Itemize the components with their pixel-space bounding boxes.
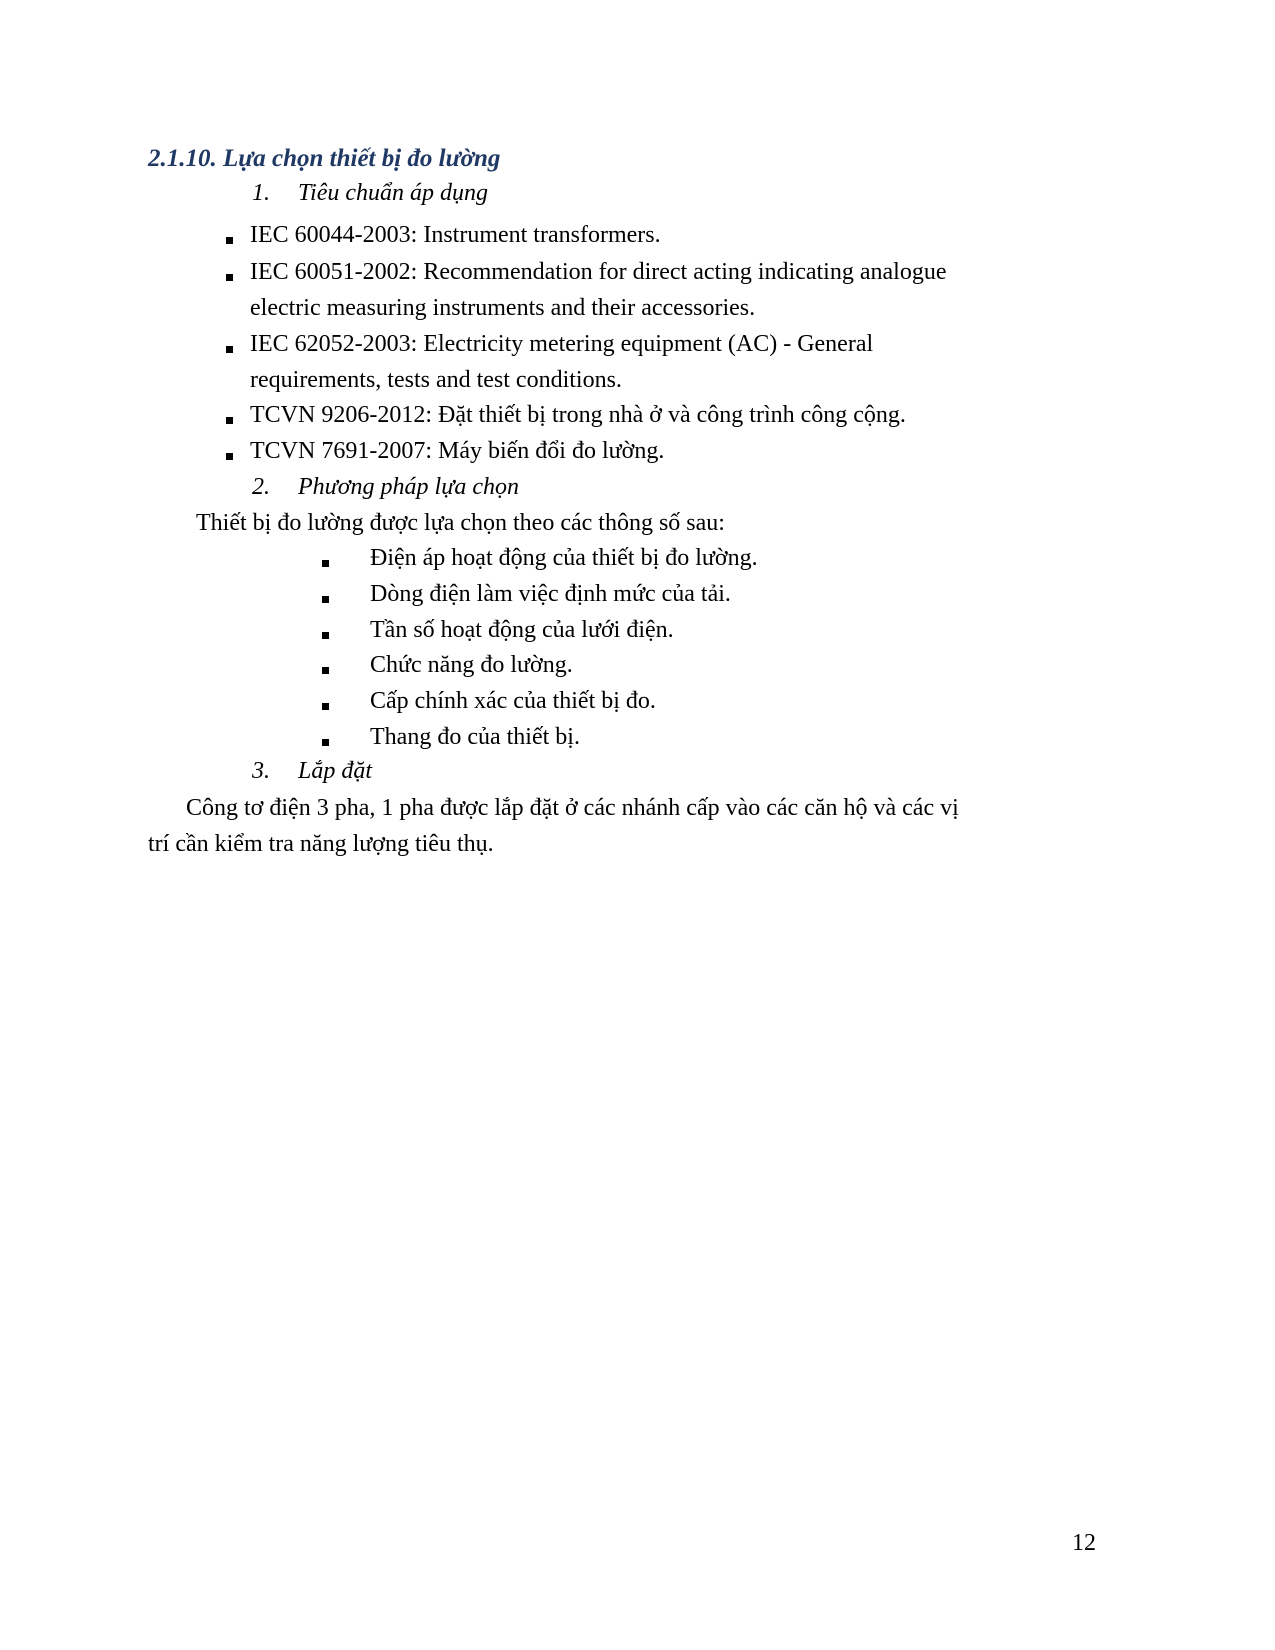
standard-item-line: TCVN 9206-2012: Đặt thiết bị trong nhà ở và công trình công cộng. — [250, 402, 906, 428]
bullet-square-icon — [322, 703, 329, 710]
method-subheading — [252, 474, 519, 501]
standard-item-line: electric measuring instruments and their accessories. — [250, 295, 756, 321]
method-intro: Thiết bị đo lường được lựa chọn theo các thông số sau: — [196, 510, 725, 536]
method-item: Điện áp hoạt động của thiết bị đo lường. — [370, 545, 758, 571]
standard-item-line: IEC 60044-2003: Instrument transformers. — [250, 222, 661, 248]
bullet-square-icon — [226, 346, 233, 353]
standard-item-line: requirements, tests and test conditions. — [250, 367, 622, 393]
standard-item-line: IEC 62052-2003: Electricity metering equipment (AC) - General — [250, 331, 874, 357]
standards-subheading — [252, 180, 488, 207]
bullet-square-icon — [322, 596, 329, 603]
page-number: 12 — [1072, 1530, 1096, 1556]
standards-number: 1. — [252, 180, 270, 206]
installation-subheading — [252, 758, 372, 785]
bullet-square-icon — [322, 632, 329, 639]
installation-number: 3. — [252, 758, 270, 784]
method-number: 2. — [252, 474, 270, 500]
bullet-square-icon — [322, 667, 329, 674]
bullet-square-icon — [226, 274, 233, 281]
bullet-square-icon — [226, 417, 233, 424]
method-item: Tần số hoạt động của lưới điện. — [370, 617, 674, 643]
standard-item-line: IEC 60051-2002: Recommendation for direct acting indicating analogue — [250, 259, 947, 285]
bullet-square-icon — [322, 739, 329, 746]
method-item: Dòng điện làm việc định mức của tải. — [370, 581, 731, 607]
bullet-square-icon — [322, 560, 329, 567]
installation-paragraph-line: Công tơ điện 3 pha, 1 pha được lắp đặt ở các nhánh cấp vào các căn hộ và các vị — [186, 795, 959, 821]
standards-title: Tiêu chuẩn áp dụng — [298, 180, 488, 206]
bullet-square-icon — [226, 237, 233, 244]
method-item: Thang đo của thiết bị. — [370, 724, 580, 750]
installation-title: Lắp đặt — [298, 758, 373, 784]
standard-item-line: TCVN 7691-2007: Máy biến đổi đo lường. — [250, 438, 665, 464]
bullet-square-icon — [226, 453, 233, 460]
section-heading: 2.1.10. Lựa chọn thiết bị đo lường — [148, 145, 501, 172]
method-item: Cấp chính xác của thiết bị đo. — [370, 688, 656, 714]
method-title: Phương pháp lựa chọn — [298, 474, 519, 500]
method-item: Chức năng đo lường. — [370, 652, 573, 678]
installation-paragraph-line: trí cần kiểm tra năng lượng tiêu thụ. — [148, 831, 494, 857]
